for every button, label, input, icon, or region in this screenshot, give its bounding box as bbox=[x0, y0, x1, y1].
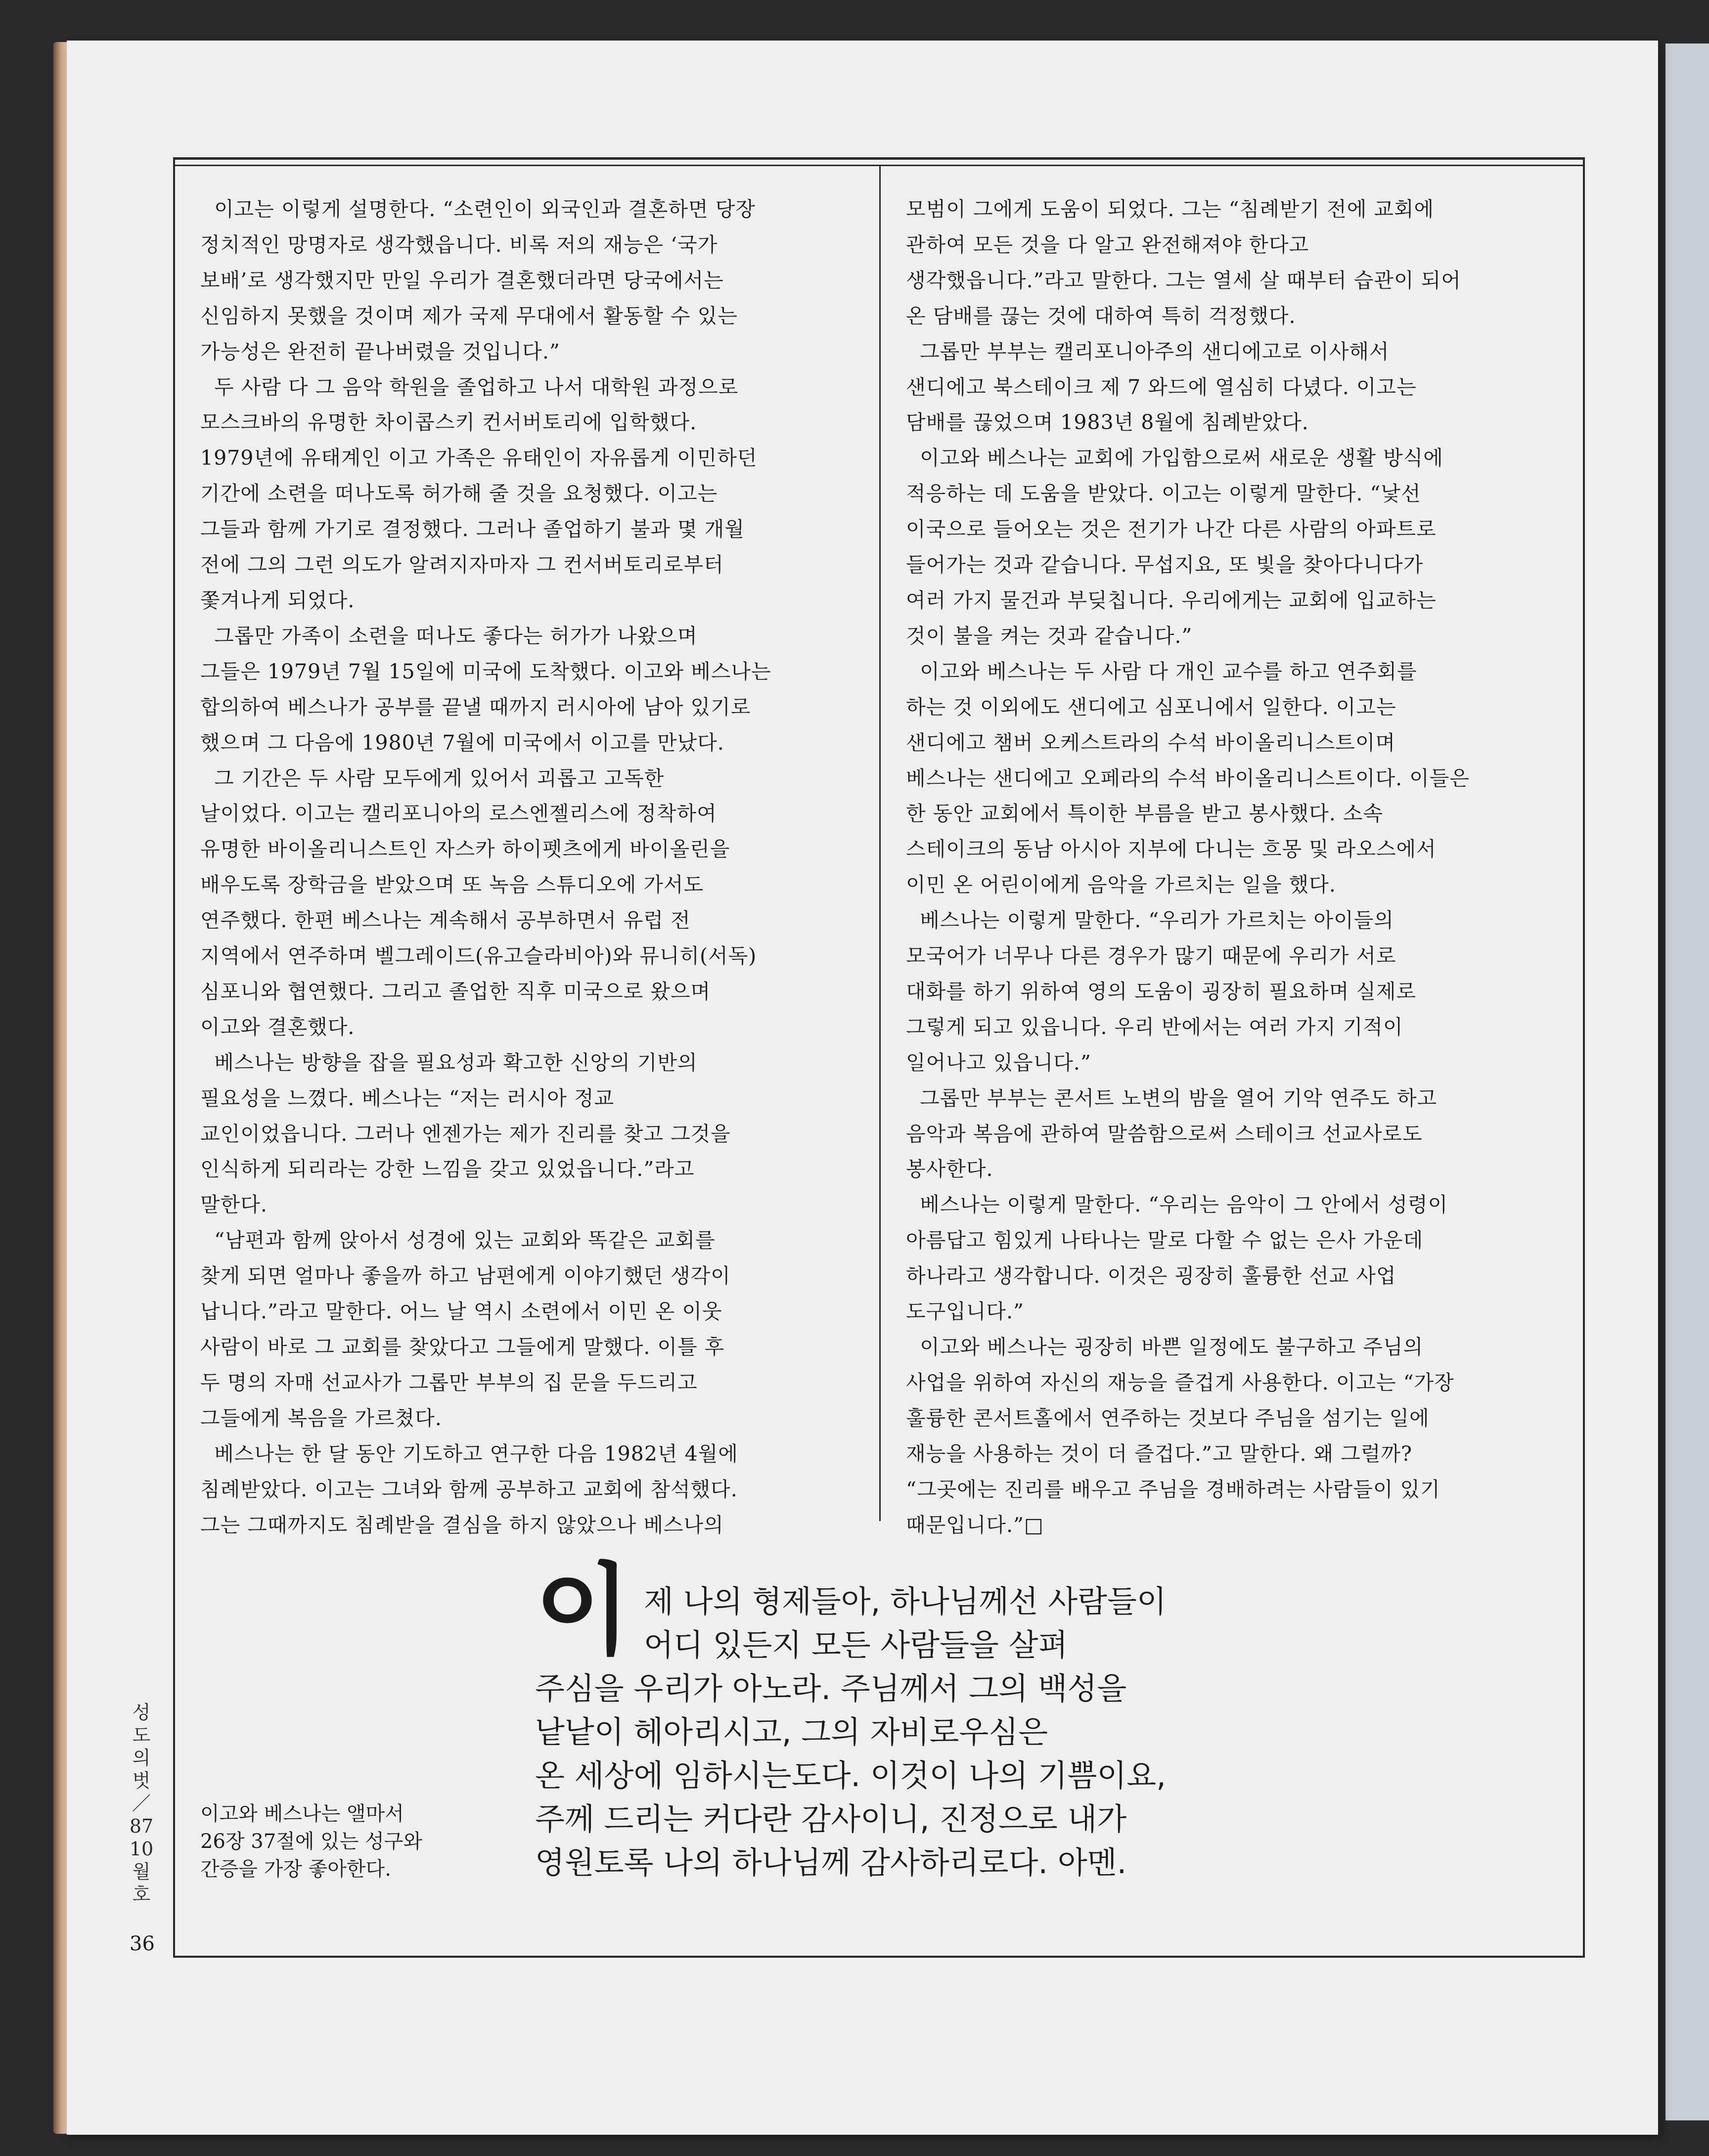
article-line: 들어가는 것과 같습니다. 무섭지요, 또 빛을 찾아다니다가 bbox=[906, 553, 1424, 577]
scripture-verse bbox=[535, 1552, 1252, 1885]
article-right-column bbox=[906, 192, 1564, 1543]
verse-line: 주께 드리는 커다란 감사이니, 진정으로 내가 bbox=[535, 1801, 1127, 1837]
article-line: 날이었다. 이고는 캘리포니아의 로스엔젤리스에 정착하여 bbox=[200, 802, 717, 826]
article-line: 아름답고 힘있게 나타나는 말로 다할 수 없는 은사 가운데 bbox=[906, 1228, 1424, 1253]
article-line: 유명한 바이올리니스트인 자스카 하이펫츠에게 바이올린을 bbox=[200, 837, 730, 861]
article-line: 필요성을 느꼈다. 베스나는 “저는 러시아 정교 bbox=[200, 1086, 615, 1110]
article-line: 스테이크의 동남 아시아 지부에 다니는 흐몽 및 라오스에서 bbox=[906, 837, 1437, 861]
article-line: 일어나고 있읍니다.” bbox=[906, 1050, 1091, 1075]
article-line: 샌디에고 북스테이크 제 7 와드에 열심히 다녔다. 이고는 bbox=[906, 375, 1417, 399]
article-line: 모범이 그에게 도움이 되었다. 그는 “침례받기 전에 교회에 bbox=[906, 197, 1435, 221]
article-line: 여러 가지 물건과 부딪칩니다. 우리에게는 교회에 입교하는 bbox=[906, 588, 1437, 612]
article-line: 하나라고 생각합니다. 이것은 굉장히 훌륭한 선교 사업 bbox=[906, 1264, 1396, 1288]
article-line: 이고는 이렇게 설명한다. “소련인이 외국인과 결혼하면 당장 bbox=[200, 197, 756, 221]
article-line: 그롭만 부부는 콘서트 노변의 밤을 열어 기악 연주도 하고 bbox=[906, 1086, 1438, 1110]
article-line: 납니다.”라고 말한다. 어느 날 역시 소련에서 이민 온 이웃 bbox=[200, 1300, 722, 1324]
article-line: 배우도록 장학금을 받았으며 또 녹음 스튜디오에 가서도 bbox=[200, 873, 704, 897]
article-line: 재능을 사용하는 것이 더 즐겁다.”고 말한다. 왜 그럴까? bbox=[906, 1441, 1412, 1466]
article-line: 베스나는 한 달 동안 기도하고 연구한 다음 1982년 4월에 bbox=[200, 1441, 738, 1466]
article-line: “남편과 함께 앉아서 성경에 있는 교회와 똑같은 교회를 bbox=[200, 1228, 716, 1253]
article-line: 이고와 결혼했다. bbox=[200, 1015, 355, 1039]
photo-caption bbox=[200, 1800, 433, 1883]
article-line: “그곳에는 진리를 배우고 주님을 경배하려는 사람들이 있기 bbox=[906, 1477, 1440, 1501]
article-line: 담배를 끊었으며 1983년 8월에 침례받았다. bbox=[906, 410, 1309, 435]
verse-line: 온 세상에 임하시는도다. 이것이 나의 기쁨이요, bbox=[535, 1757, 1166, 1794]
frame-top-rule bbox=[173, 157, 1585, 160]
title-char: 10 bbox=[129, 1838, 154, 1860]
article-line: 사업을 위하여 자신의 재능을 즐겁게 사용한다. 이고는 “가장 bbox=[906, 1370, 1454, 1394]
article-line: 이고와 베스나는 교회에 가입함으로써 새로운 생활 방식에 bbox=[906, 446, 1443, 470]
drop-cap: 이 bbox=[535, 1552, 631, 1668]
frame-bottom-rule bbox=[173, 1956, 1585, 1958]
adjacent-page-edge bbox=[1665, 44, 1709, 2120]
article-line: 때문입니다.”□ bbox=[906, 1513, 1044, 1537]
title-char: 도 bbox=[132, 1724, 151, 1746]
article-line: 한 동안 교회에서 특이한 부름을 받고 봉사했다. 소속 bbox=[906, 802, 1383, 826]
article-line: 그들과 함께 가기로 결정했다. 그러나 졸업하기 불과 몇 개월 bbox=[200, 517, 745, 541]
article-line: 하는 것 이외에도 샌디에고 심포니에서 일한다. 이고는 bbox=[906, 695, 1396, 719]
title-char: ／ bbox=[132, 1793, 151, 1814]
article-line: 침례받았다. 이고는 그녀와 함께 공부하고 교회에 참석했다. bbox=[200, 1477, 738, 1501]
article-line: 것이 불을 켜는 것과 같습니다.” bbox=[906, 624, 1193, 648]
article-line: 그렇게 되고 있읍니다. 우리 반에서는 여러 가지 기적이 bbox=[906, 1015, 1403, 1039]
article-line: 찾게 되면 얼마나 좋을까 하고 남편에게 이야기했던 생각이 bbox=[200, 1264, 731, 1288]
article-line: 그들은 1979년 7월 15일에 미국에 도착했다. 이고와 베스나는 bbox=[200, 659, 771, 683]
article-line: 사람이 바로 그 교회를 찾았다고 그들에게 말했다. 이틀 후 bbox=[200, 1335, 725, 1359]
article-line: 가능성은 완전히 끝나버렸을 것입니다.” bbox=[200, 339, 560, 363]
article-line: 음악과 복음에 관하여 말씀함으로써 스테이크 선교사로도 bbox=[906, 1122, 1423, 1146]
article-line: 이고와 베스나는 두 사람 다 개인 교수를 하고 연주회를 bbox=[906, 659, 1417, 683]
article-line: 심포니와 협연했다. 그리고 졸업한 직후 미국으로 왔으며 bbox=[200, 979, 711, 1003]
article-line: 도구입니다.” bbox=[906, 1300, 1025, 1324]
title-char: 성 bbox=[132, 1702, 151, 1723]
article-line: 그들에게 복음을 가르쳤다. bbox=[200, 1406, 442, 1430]
article-line: 봉사한다. bbox=[906, 1157, 993, 1181]
article-line: 적응하는 데 도움을 받았다. 이고는 이렇게 말한다. “낯선 bbox=[906, 482, 1421, 506]
article-line: 말한다. bbox=[200, 1193, 268, 1217]
article-line: 베스나는 방향을 잡을 필요성과 확고한 신앙의 기반의 bbox=[200, 1050, 698, 1075]
article-line: 온 담배를 끊는 것에 대하여 특히 걱정했다. bbox=[906, 304, 1296, 328]
article-line: 두 사람 다 그 음악 학원을 졸업하고 나서 대학원 과정으로 bbox=[200, 375, 739, 399]
article-line: 정치적인 망명자로 생각했읍니다. 비록 저의 재능은 ‘국가 bbox=[200, 232, 718, 257]
caption-line: 간증을 가장 좋아한다. bbox=[200, 1858, 391, 1881]
article-line: 베스나는 이렇게 말한다. “우리가 가르치는 아이들의 bbox=[906, 908, 1394, 933]
article-line: 1979년에 유태계인 이고 가족은 유태인이 자유롭게 이민하던 bbox=[200, 446, 758, 470]
article-line: 교인이었읍니다. 그러나 엔젠가는 제가 진리를 찾고 그것을 bbox=[200, 1122, 731, 1146]
article-line: 합의하여 베스나가 공부를 끝낼 때까지 러시아에 남아 있기로 bbox=[200, 695, 751, 719]
verse-line: 어디 있든지 모든 사람들을 살펴 bbox=[644, 1627, 1068, 1663]
page-number: 36 bbox=[130, 1932, 155, 1955]
caption-line: 26장 37절에 있는 성구와 bbox=[200, 1830, 423, 1853]
title-char: 월 bbox=[132, 1861, 151, 1883]
article-line: 인식하게 되리라는 강한 느낌을 갖고 있었읍니다.”라고 bbox=[200, 1157, 695, 1181]
article-line: 대화를 하기 위하여 영의 도움이 굉장히 필요하며 실제로 bbox=[906, 979, 1417, 1003]
article-line: 신임하지 못했을 것이며 제가 국제 무대에서 활동할 수 있는 bbox=[200, 304, 738, 328]
article-line: 두 명의 자매 선교사가 그롭만 부부의 집 문을 두드리고 bbox=[200, 1370, 698, 1394]
article-line: 훌륭한 콘서트홀에서 연주하는 것보다 주님을 섬기는 일에 bbox=[906, 1406, 1430, 1430]
article-line: 그롭만 가족이 소련을 떠나도 좋다는 허가가 나왔으며 bbox=[200, 624, 698, 648]
article-line: 전에 그의 그런 의도가 알려지자마자 그 컨서버토리로부터 bbox=[200, 553, 724, 577]
article-line: 그는 그때까지도 침례받을 결심을 하지 않았으나 베스나의 bbox=[200, 1513, 724, 1537]
verse-line: 영원토록 나의 하나님께 감사하리로다. 아멘. bbox=[535, 1844, 1127, 1881]
article-line: 생각했읍니다.”라고 말한다. 그는 열세 살 때부터 습관이 되어 bbox=[906, 268, 1461, 292]
title-char: 호 bbox=[132, 1884, 151, 1905]
verse-line: 주심을 우리가 아노라. 주님께서 그의 백성을 bbox=[535, 1670, 1127, 1707]
article-line: 했으며 그 다음에 1980년 7월에 미국에서 이고를 만났다. bbox=[200, 730, 724, 755]
verse-line: 낱낱이 헤아리시고, 그의 자비로우심은 bbox=[535, 1714, 1048, 1750]
frame-left-rule bbox=[173, 157, 175, 1957]
article-line: 모스크바의 유명한 차이콥스키 컨서버토리에 입학했다. bbox=[200, 410, 697, 435]
verse-first-lines bbox=[644, 1580, 1167, 1667]
column-divider bbox=[879, 166, 881, 1521]
article-line: 그 기간은 두 사람 모두에게 있어서 괴롭고 고독한 bbox=[200, 766, 665, 790]
article-line: 이국으로 들어오는 것은 전기가 나간 다른 사람의 아파트로 bbox=[906, 517, 1437, 541]
article-line: 이민 온 어린이에게 음악을 가르치는 일을 했다. bbox=[906, 873, 1336, 897]
article-line: 관하여 모든 것을 다 알고 완전해져야 한다고 bbox=[906, 232, 1309, 257]
article-line: 기간에 소련을 떠나도록 허가해 줄 것을 요청했다. 이고는 bbox=[200, 482, 718, 506]
article-left-column bbox=[200, 192, 858, 1543]
magazine-title-vertical bbox=[127, 1701, 156, 1906]
title-char: 87 bbox=[129, 1815, 154, 1837]
article-line: 보배’로 생각했지만 만일 우리가 결혼했더라면 당국에서는 bbox=[200, 268, 724, 292]
article-line: 그롭만 부부는 캘리포니아주의 샌디에고로 이사해서 bbox=[906, 339, 1390, 363]
title-char: 의 bbox=[132, 1747, 151, 1769]
article-line: 베스나는 이렇게 말한다. “우리는 음악이 그 안에서 성령이 bbox=[906, 1193, 1448, 1217]
article-line: 베스나는 샌디에고 오페라의 수석 바이올리니스트이다. 이들은 bbox=[906, 766, 1470, 790]
caption-line: 이고와 베스나는 앨마서 bbox=[200, 1802, 404, 1825]
article-line: 연주했다. 한편 베스나는 계속해서 공부하면서 유럽 전 bbox=[200, 908, 691, 933]
article-line: 지역에서 연주하며 벨그레이드(유고슬라비아)와 뮤니히(서독) bbox=[200, 944, 757, 968]
article-line: 모국어가 너무나 다른 경우가 많기 때문에 우리가 서로 bbox=[906, 944, 1396, 968]
frame-right-rule bbox=[1583, 157, 1585, 1957]
article-line: 쫓겨나게 되었다. bbox=[200, 588, 355, 612]
title-char: 벗 bbox=[132, 1770, 151, 1792]
article-line: 샌디에고 챔버 오케스트라의 수석 바이올리니스트이며 bbox=[906, 730, 1396, 755]
article-line: 이고와 베스나는 굉장히 바쁜 일정에도 불구하고 주님의 bbox=[906, 1335, 1424, 1359]
verse-opening bbox=[535, 1552, 1252, 1668]
verse-line: 제 나의 형제들아, 하나님께선 사람들이 bbox=[644, 1583, 1167, 1619]
